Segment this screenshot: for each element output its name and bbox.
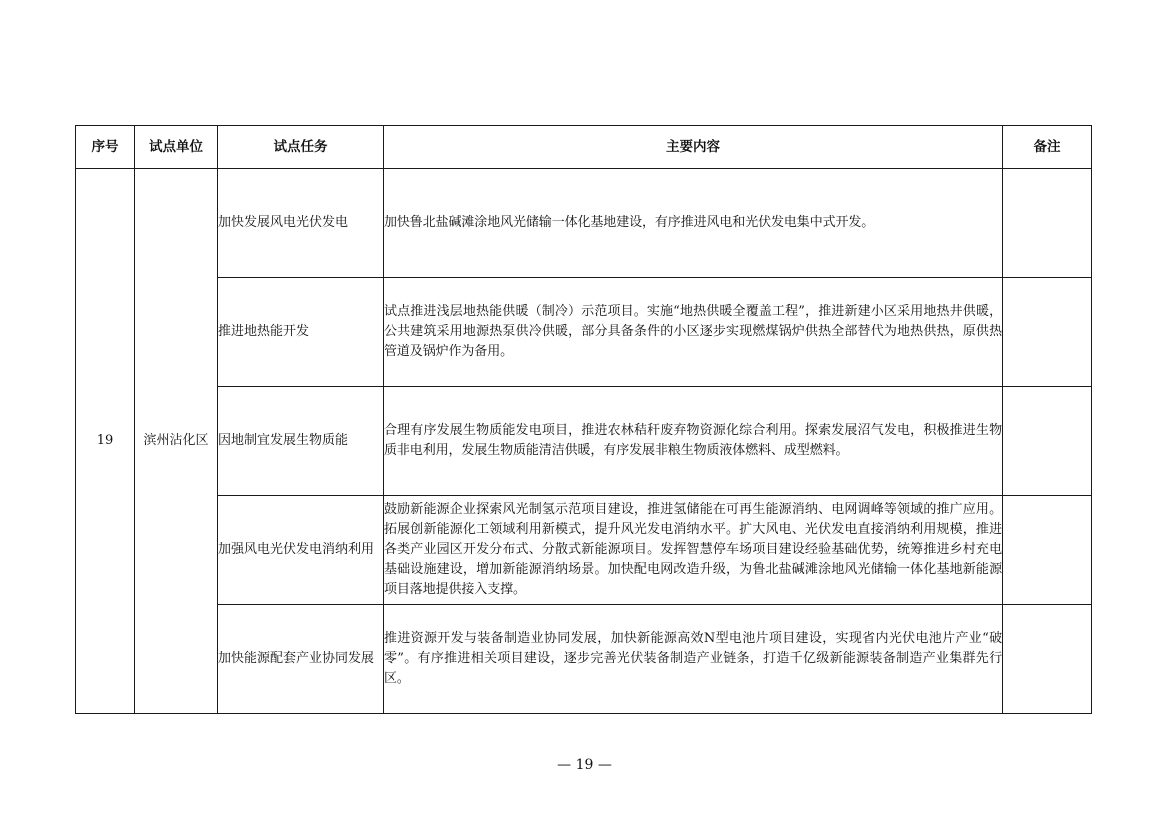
header-unit: 试点单位 [135, 126, 218, 169]
content-cell: 推进资源开发与装备制造业协同发展，加快新能源高效N型电池片项目建设，实现省内光伏电池片产业“破零”。有序推进相关项目建设，逐步完善光伏装备制造产业链条，打造千亿级新能源装备制造产业集群先行区。 [384, 605, 1003, 714]
content-cell: 鼓励新能源企业探索风光制氢示范项目建设，推进氢储能在可再生能源消纳、电网调峰等领域的推广应用。拓展创新能源化工领域利用新模式，提升风光发电消纳水平。扩大风电、光伏发电直接消纳利用规模，推进各类产业园区开发分布式、分散式新能源项目。发挥智慧停车场项目建设经验基础优势，统筹推进乡村充电基础设施建设，增加新能源消纳场景。加快配电网改造升级，为鲁北盐碱滩涂地风光储输一体化基地新能源项目落地提供接入支撑。 [384, 496, 1003, 605]
task-cell: 因地制宜发展生物质能 [218, 387, 384, 496]
note-cell [1003, 278, 1092, 387]
header-content: 主要内容 [384, 126, 1003, 169]
header-task: 试点任务 [218, 126, 384, 169]
content-cell: 合理有序发展生物质能发电项目，推进农林秸秆废弃物资源化综合利用。探索发展沼气发电，积极推进生物质非电利用，发展生物质能清洁供暖，有序发展非粮生物质液体燃料、成型燃料。 [384, 387, 1003, 496]
pilot-task-table [75, 125, 1092, 714]
table-row [76, 605, 1092, 714]
header-seq: 序号 [76, 126, 135, 169]
unit-cell: 滨州沾化区 [135, 169, 218, 714]
table-header-row [76, 126, 1092, 169]
table-row [76, 169, 1092, 278]
table-row [76, 278, 1092, 387]
content-cell: 试点推进浅层地热能供暖（制冷）示范项目。实施“地热供暖全覆盖工程”，推进新建小区采用地热井供暖，公共建筑采用地源热泵供冷供暖，部分具备条件的小区逐步实现燃煤锅炉供热全部替代为地热供热，原供热管道及锅炉作为备用。 [384, 278, 1003, 387]
note-cell [1003, 387, 1092, 496]
task-cell: 加快能源配套产业协同发展 [218, 605, 384, 714]
note-cell [1003, 169, 1092, 278]
table-row [76, 496, 1092, 605]
note-cell [1003, 605, 1092, 714]
task-cell: 加快发展风电光伏发电 [218, 169, 384, 278]
page-number: — 19 — [557, 757, 612, 773]
task-cell: 推进地热能开发 [218, 278, 384, 387]
content-cell: 加快鲁北盐碱滩涂地风光储输一体化基地建设，有序推进风电和光伏发电集中式开发。 [384, 169, 1003, 278]
note-cell [1003, 496, 1092, 605]
table-row [76, 387, 1092, 496]
task-cell: 加强风电光伏发电消纳利用 [218, 496, 384, 605]
seq-cell: 19 [76, 169, 135, 714]
header-note: 备注 [1003, 126, 1092, 169]
